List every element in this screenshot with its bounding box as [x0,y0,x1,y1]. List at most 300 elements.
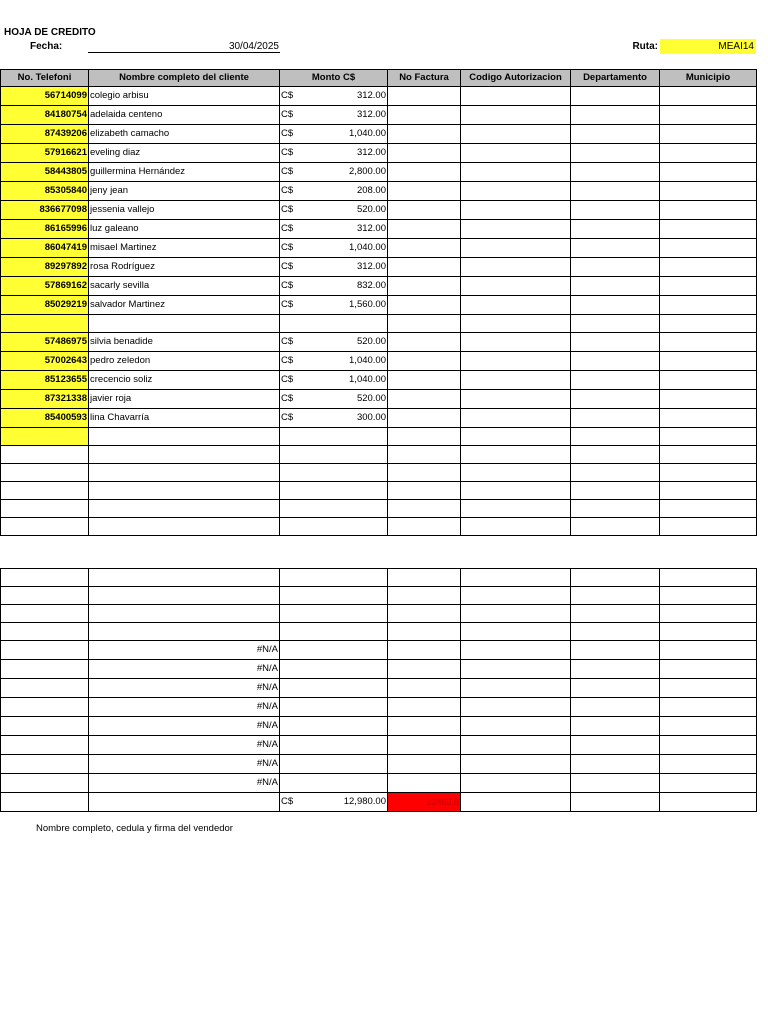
table-cell [461,446,571,464]
table-row [1,500,757,518]
table-cell [571,569,660,587]
amount-cell [280,371,388,390]
table-cell [388,352,461,371]
client-name-cell: crecencio soliz [89,371,280,390]
table-cell [660,144,757,163]
table-cell [388,144,461,163]
amount-value: 1,040.00 [349,355,386,366]
col-header-client-name: Nombre completo del cliente [89,70,280,87]
table-row [1,182,757,201]
table-cell [660,87,757,106]
table-cell [461,277,571,296]
table-cell [660,482,757,500]
amount-value: 520.00 [356,336,386,347]
client-name-cell: adelaida centeno [89,106,280,125]
table-cell [571,717,660,736]
table-cell [1,736,89,755]
table-cell [571,106,660,125]
table-row [1,239,757,258]
table-cell [461,793,571,812]
table-cell [461,87,571,106]
table-cell [461,605,571,623]
table-cell [660,605,757,623]
table-cell [660,446,757,464]
table-cell [571,464,660,482]
amount-value: 1,040.00 [349,128,386,139]
table-cell [660,660,757,679]
na-cell: #N/A [89,698,280,717]
table-cell [388,605,461,623]
table-cell [280,623,388,641]
table-cell [388,371,461,390]
table-cell [280,500,388,518]
col-header-phone: No. Telefoni [1,70,89,87]
phone-cell: 87321338 [1,390,89,409]
table-cell [280,569,388,587]
table-row [1,605,757,623]
table-cell [461,106,571,125]
table-cell [388,182,461,201]
table-cell [660,333,757,352]
amount-cell [280,315,388,333]
table-row [1,482,757,500]
currency-symbol: C$ [281,261,294,272]
col-header-invoice: No Factura [388,70,461,87]
table-cell [388,315,461,333]
table-row [1,755,757,774]
table-cell [388,679,461,698]
phone-cell: 85029219 [1,296,89,315]
table-cell [571,518,660,536]
table-cell [1,587,89,605]
table-cell [571,182,660,201]
table-cell [461,409,571,428]
table-cell [461,390,571,409]
table-cell [89,623,280,641]
table-cell [388,277,461,296]
table-cell [1,500,89,518]
table-cell [1,793,89,812]
table-cell [388,717,461,736]
table-cell [388,755,461,774]
amount-cell [280,793,388,812]
currency-symbol: C$ [281,242,294,253]
table-row [1,569,757,587]
amount-cell [280,182,388,201]
table-cell [571,698,660,717]
table-cell [660,163,757,182]
table-cell [660,371,757,390]
amount-cell [280,87,388,106]
table-cell [461,352,571,371]
currency-symbol: C$ [281,393,294,404]
table-cell [461,774,571,793]
invoice-total-cell: 12460.8 [388,793,461,812]
table-cell [461,623,571,641]
amount-value: 312.00 [356,90,386,101]
client-name-cell: salvador Martinez [89,296,280,315]
table-cell [660,755,757,774]
table-cell [461,428,571,446]
table-cell [89,605,280,623]
col-header-municipality: Municipio [660,70,757,87]
table-cell [280,736,388,755]
table-cell [280,428,388,446]
table-cell [660,698,757,717]
table-row [1,333,757,352]
table-cell [660,717,757,736]
phone-cell: 57869162 [1,277,89,296]
table-row [1,315,757,333]
amount-value: 312.00 [356,109,386,120]
table-cell [571,390,660,409]
table-cell [280,464,388,482]
table-cell [1,446,89,464]
table-cell [461,258,571,277]
amount-value: 832.00 [356,280,386,291]
table-cell [461,500,571,518]
amount-cell [280,163,388,182]
table-cell [388,660,461,679]
phone-cell [1,428,89,446]
client-name-cell: javier roja [89,390,280,409]
table-cell [660,106,757,125]
credit-table [0,69,757,536]
table-cell [1,717,89,736]
amount-cell [280,258,388,277]
phone-cell [1,315,89,333]
na-cell: #N/A [89,774,280,793]
phone-cell: 85400593 [1,409,89,428]
client-name-cell: rosa Rodríguez [89,258,280,277]
na-cell: #N/A [89,717,280,736]
table-cell [660,641,757,660]
amount-cell [280,352,388,371]
table-cell [461,755,571,774]
table-cell [571,409,660,428]
amount-value: 300.00 [356,412,386,423]
table-cell [388,409,461,428]
table-cell [461,201,571,220]
amount-value: 1,560.00 [349,299,386,310]
table-cell [280,482,388,500]
table-cell [1,660,89,679]
table-cell [388,87,461,106]
table-cell [388,464,461,482]
currency-symbol: C$ [281,223,294,234]
table-cell [571,482,660,500]
table-cell [388,333,461,352]
currency-symbol: C$ [281,166,294,177]
phone-cell: 84180754 [1,106,89,125]
table-cell [660,352,757,371]
route-label: Ruta: [632,41,658,52]
table-cell [571,500,660,518]
table-cell [280,717,388,736]
table-cell [660,125,757,144]
amount-cell [280,296,388,315]
table-cell [461,736,571,755]
client-name-cell: lina Chavarría [89,409,280,428]
date-value: 30/04/2025 [88,41,280,53]
table-cell [388,698,461,717]
totals-row [1,793,757,812]
table-cell [571,296,660,315]
table-row [1,774,757,793]
amount-cell [280,125,388,144]
table-cell [89,428,280,446]
currency-symbol: C$ [281,280,294,291]
table-cell [1,482,89,500]
table-cell [660,277,757,296]
amount-value: 1,040.00 [349,242,386,253]
table-row [1,717,757,736]
table-cell [571,428,660,446]
table-cell [388,296,461,315]
phone-cell: 57916621 [1,144,89,163]
table-row [1,518,757,536]
table-cell [660,201,757,220]
date-label: Fecha: [30,41,63,52]
table-row [1,106,757,125]
table-cell [461,464,571,482]
table-cell [1,679,89,698]
table-cell [388,774,461,793]
table-cell [388,258,461,277]
table-cell [571,87,660,106]
currency-symbol: C$ [281,336,294,347]
na-cell: #N/A [89,660,280,679]
table-cell [571,277,660,296]
table-cell [461,698,571,717]
table-cell [660,793,757,812]
table-cell [1,755,89,774]
table-cell [660,428,757,446]
na-cell: #N/A [89,755,280,774]
table-cell [461,125,571,144]
client-name-cell: silvia benadide [89,333,280,352]
currency-symbol: C$ [281,796,294,807]
table-cell [388,518,461,536]
table-cell [571,258,660,277]
table-cell [571,201,660,220]
table-cell [461,660,571,679]
table-cell [89,500,280,518]
amount-cell [280,201,388,220]
table-cell [660,518,757,536]
table-cell [388,125,461,144]
table-cell [660,464,757,482]
table-row [1,409,757,428]
table-cell [660,258,757,277]
table-cell [280,518,388,536]
table-cell [280,755,388,774]
amount-cell [280,144,388,163]
amount-value: 208.00 [356,185,386,196]
table-row [1,87,757,106]
table-cell [1,464,89,482]
phone-cell: 86165996 [1,220,89,239]
table-cell [388,623,461,641]
table-cell [660,679,757,698]
table-cell [571,660,660,679]
table-row [1,446,757,464]
na-cell: #N/A [89,736,280,755]
amount-value: 520.00 [356,204,386,215]
table-row [1,371,757,390]
table-cell [571,333,660,352]
table-cell [461,518,571,536]
currency-symbol: C$ [281,299,294,310]
amount-cell [280,220,388,239]
client-name-cell: elizabeth camacho [89,125,280,144]
amount-value: 312.00 [356,223,386,234]
client-name-cell: eveling diaz [89,144,280,163]
phone-cell: 57002643 [1,352,89,371]
table-row [1,464,757,482]
table-cell [461,641,571,660]
amount-cell [280,409,388,428]
table-cell [89,446,280,464]
table-cell [461,182,571,201]
currency-symbol: C$ [281,355,294,366]
amount-value: 2,800.00 [349,166,386,177]
table-row [1,296,757,315]
table-row [1,258,757,277]
table-cell [388,482,461,500]
client-name-cell: jeny jean [89,182,280,201]
table-cell [280,774,388,793]
table-cell [1,698,89,717]
table-cell [571,774,660,793]
table-cell [280,660,388,679]
col-header-department: Departamento [571,70,660,87]
table-row [1,736,757,755]
table-row [1,428,757,446]
table-cell [660,296,757,315]
na-cell: #N/A [89,679,280,698]
table-cell [571,587,660,605]
table-cell [660,500,757,518]
table-cell [1,774,89,793]
table-cell [571,239,660,258]
table-row [1,587,757,605]
table-cell [89,518,280,536]
table-cell [660,409,757,428]
client-name-cell: pedro zeledon [89,352,280,371]
table-cell [571,446,660,464]
currency-symbol: C$ [281,204,294,215]
table-cell [660,220,757,239]
client-name-cell: sacarly sevilla [89,277,280,296]
amount-value: 520.00 [356,393,386,404]
client-name-cell: luz galeano [89,220,280,239]
table-cell [89,793,280,812]
table-cell [1,569,89,587]
table-cell [571,144,660,163]
table-cell [388,587,461,605]
table-cell [388,201,461,220]
amount-cell [280,390,388,409]
table-cell [660,623,757,641]
table-header-row [1,70,757,87]
table-row [1,698,757,717]
client-name-cell: colegio arbisu [89,87,280,106]
table-cell [571,315,660,333]
table-cell [388,736,461,755]
table-cell [280,679,388,698]
col-header-authorization: Codigo Autorizacion [461,70,571,87]
phone-cell: 57486975 [1,333,89,352]
table-cell [571,793,660,812]
table-row [1,201,757,220]
table-cell [571,125,660,144]
table-cell [280,605,388,623]
table-cell [280,698,388,717]
table-cell [461,144,571,163]
phone-cell: 89297892 [1,258,89,277]
currency-symbol: C$ [281,109,294,120]
table-cell [571,736,660,755]
table-cell [461,239,571,258]
phone-cell: 56714099 [1,87,89,106]
table-row [1,163,757,182]
table-cell [280,641,388,660]
phone-cell: 86047419 [1,239,89,258]
table-cell [571,679,660,698]
table-cell [1,623,89,641]
table-cell [388,641,461,660]
amount-value: 312.00 [356,261,386,272]
document-title: HOJA DE CREDITO [4,27,96,38]
table-cell [388,390,461,409]
table-cell [660,736,757,755]
col-header-amount: Monto C$ [280,70,388,87]
table-cell [461,371,571,390]
amount-cell [280,277,388,296]
table-cell [660,315,757,333]
route-value: MEAI14 [660,39,756,54]
table-row [1,144,757,163]
table-cell [571,352,660,371]
phone-cell: 58443805 [1,163,89,182]
table-cell [388,106,461,125]
table-cell [571,605,660,623]
table-row [1,220,757,239]
table-cell [660,774,757,793]
table-cell [571,371,660,390]
table-cell [388,446,461,464]
table-cell [660,587,757,605]
amount-cell [280,239,388,258]
table-row [1,390,757,409]
phone-cell: 836677098 [1,201,89,220]
phone-cell: 85305840 [1,182,89,201]
table-cell [461,587,571,605]
secondary-table [0,568,757,812]
amount-value: 312.00 [356,147,386,158]
table-cell [571,755,660,774]
table-cell [660,182,757,201]
table-cell [1,605,89,623]
footer-note: Nombre completo, cedula y firma del vendedor [36,823,233,834]
table-cell [1,518,89,536]
table-cell [388,428,461,446]
table-cell [1,641,89,660]
table-cell [461,333,571,352]
table-row [1,641,757,660]
currency-symbol: C$ [281,128,294,139]
